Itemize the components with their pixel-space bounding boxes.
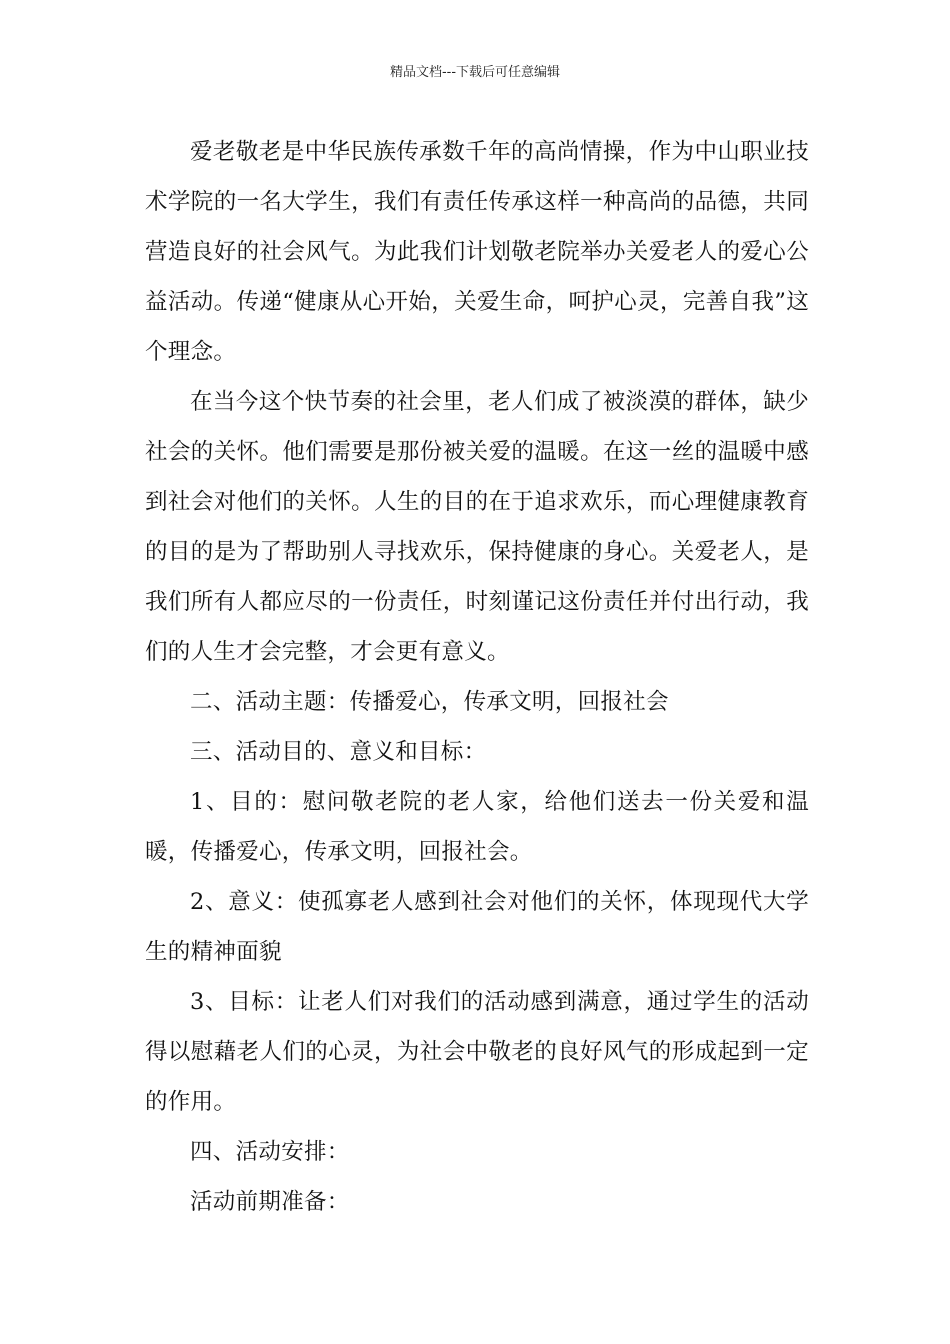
section-heading-theme: 二、活动主题：传播爱心，传承文明，回报社会 xyxy=(190,689,669,715)
section-heading-goals: 三、活动目的、意义和目标： xyxy=(190,739,487,765)
paragraph-meaning: 2、意义：使孤寡老人感到社会对他们的关怀，体现现代大学生的精神面貌 xyxy=(145,889,809,965)
subheading-preparation: 活动前期准备： xyxy=(190,1189,350,1215)
section-heading-arrangement: 四、活动安排： xyxy=(190,1139,350,1165)
paragraph-purpose: 1、目的：慰问敬老院的老人家，给他们送去一份关爱和温暖，传播爱心，传承文明，回报社会。 xyxy=(145,789,809,865)
page-header: 精品文档---下载后可任意编辑 xyxy=(389,65,561,80)
document-body xyxy=(145,127,809,1227)
paragraph-background: 在当今这个快节奏的社会里，老人们成了被淡漠的群体，缺少社会的关怀。他们需要是那份被关爱的温暖。在这一丝的温暖中感到社会对他们的关怀。人生的目的在于追求欢乐，而心理健康教育的目的是为了帮助别人寻找欢乐，保持健康的身心。关爱老人，是我们所有人都应尽的一份责任，时刻谨记这份责任并付出行动，我们的人生才会完整，才会更有意义。 xyxy=(145,389,809,665)
paragraph-target: 3、目标：让老人们对我们的活动感到满意，通过学生的活动得以慰藉老人们的心灵，为社会中敬老的良好风气的形成起到一定的作用。 xyxy=(145,989,809,1115)
paragraph-intro: 爱老敬老是中华民族传承数千年的高尚情操，作为中山职业技术学院的一名大学生，我们有责任传承这样一种高尚的品德，共同营造良好的社会风气。为此我们计划敬老院举办关爱老人的爱心公益活动。传递“健康从心开始，关爱生命，呵护心灵，完善自我”这个理念。 xyxy=(145,139,809,365)
